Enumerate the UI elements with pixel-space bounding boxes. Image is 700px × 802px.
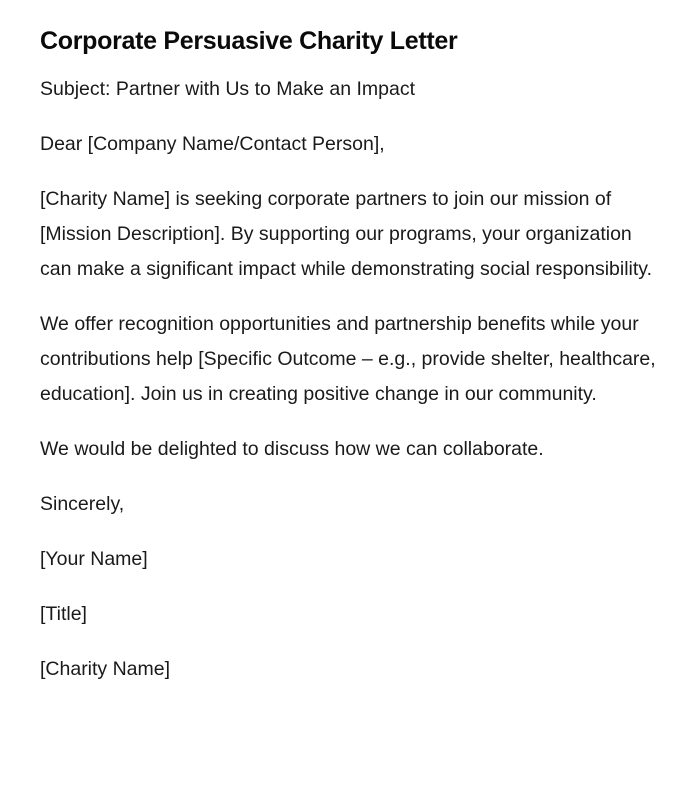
body-paragraph-2: We offer recognition opportunities and partnership benefits while your contributions help [Specific Outcome – e.g., provide shelter, healthcare, education]. Join us in creating positive change in our community.: [40, 313, 656, 405]
signature-title: [Title]: [40, 603, 87, 625]
body-paragraph-3: We would be delighted to discuss how we can collaborate.: [40, 438, 544, 460]
salutation: Dear [Company Name/Contact Person],: [40, 133, 385, 155]
subject-line: Subject: Partner with Us to Make an Impact: [40, 78, 415, 100]
signature-organization: [Charity Name]: [40, 658, 171, 680]
signature-name: [Your Name]: [40, 548, 148, 570]
document-title: Corporate Persuasive Charity Letter: [40, 27, 458, 55]
closing: Sincerely,: [40, 493, 125, 515]
body-paragraph-1: [Charity Name] is seeking corporate partners to join our mission of [Mission Description]. By supporting our programs, your organization can make a significant impact while demonstrating social responsibility.: [40, 188, 653, 280]
